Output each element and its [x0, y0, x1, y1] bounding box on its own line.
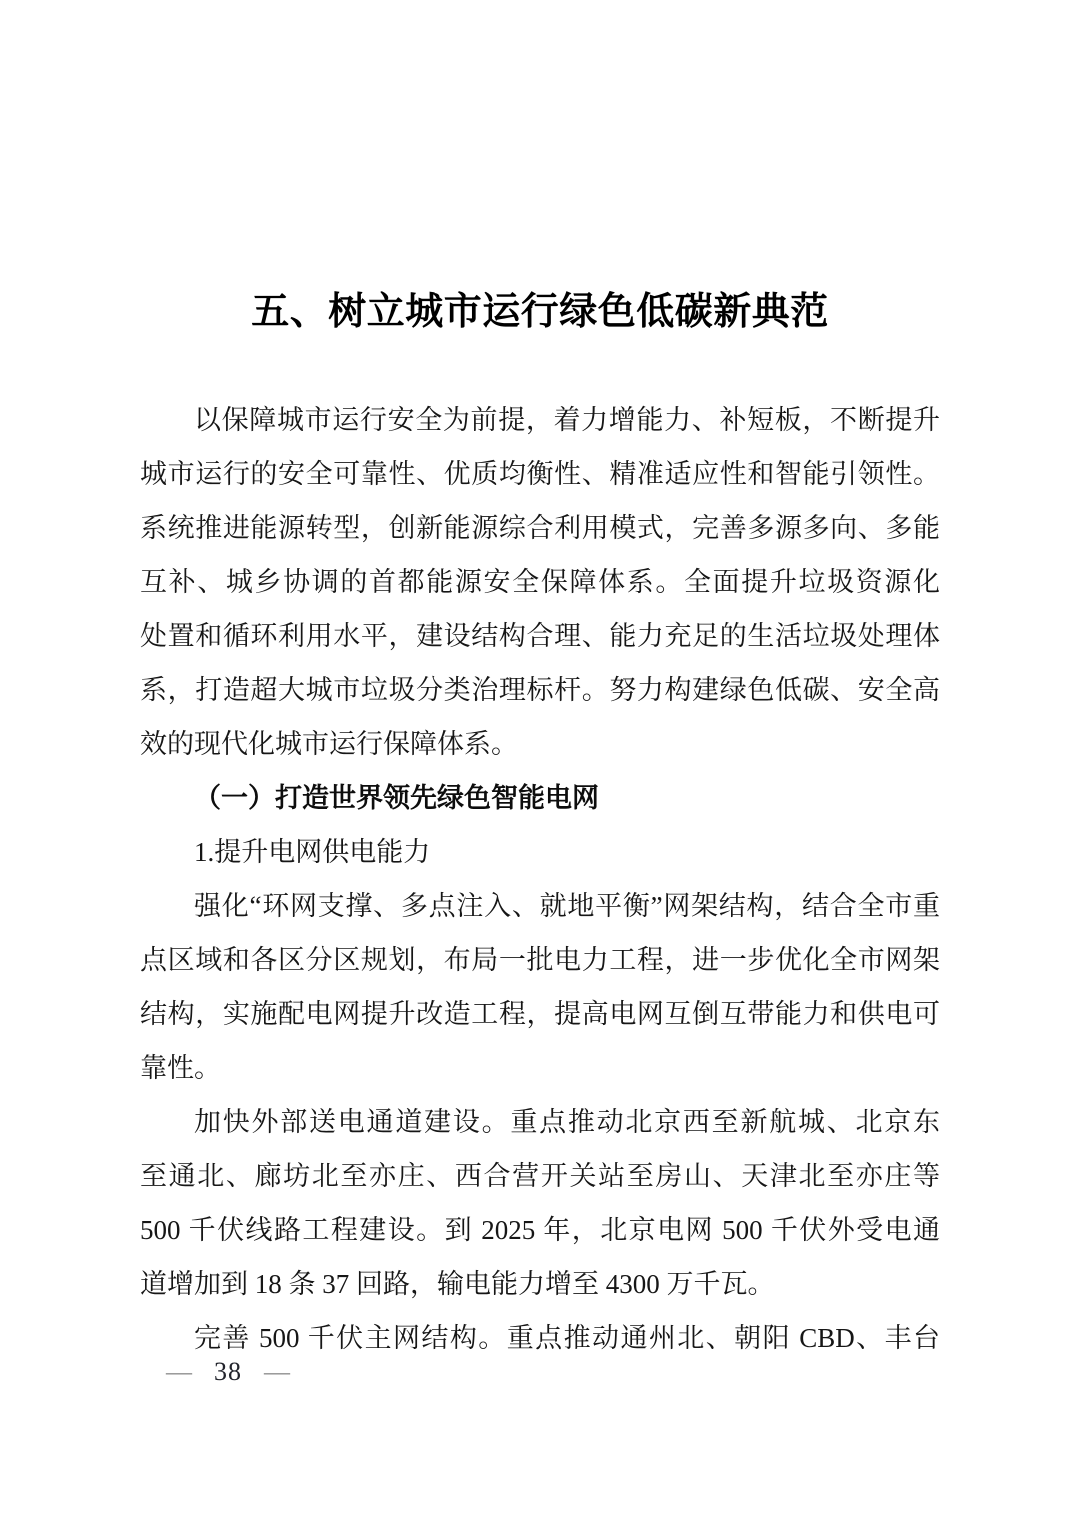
footer-dash-right: —	[264, 1357, 290, 1386]
section-heading-line: （一）打造世界领先绿色智能电网	[194, 783, 599, 813]
document-body	[140, 393, 940, 1365]
footer-dash-left: —	[166, 1357, 192, 1386]
footer-page-number: 38	[214, 1357, 242, 1386]
text-line: 以保障城市运行安全为前提，着力增能力、补短板，不断提升	[194, 405, 940, 435]
text-line: 加快外部送电通道建设。重点推动北京西至新航城、北京东	[194, 1107, 940, 1137]
text-line: 点区域和各区分区规划，布局一批电力工程，进一步优化全市网架	[140, 945, 940, 975]
page-title: 五、树立城市运行绿色低碳新典范	[251, 291, 829, 333]
text-line: 1.提升电网供电能力	[194, 837, 431, 867]
text-line: 结构，实施配电网提升改造工程，提高电网互倒互带能力和供电可	[140, 999, 940, 1029]
text-line: 道增加到 18 条 37 回路，输电能力增至 4300 万千瓦。	[140, 1269, 775, 1299]
text-line: 系，打造超大城市垃圾分类治理标杆。努力构建绿色低碳、安全高	[140, 675, 940, 705]
text-line: 城市运行的安全可靠性、优质均衡性、精准适应性和智能引领性。	[140, 459, 940, 489]
text-line: 效的现代化城市运行保障体系。	[140, 729, 518, 759]
text-line: 至通北、廊坊北至亦庄、西合营开关站至房山、天津北至亦庄等	[140, 1161, 940, 1191]
text-line: 500 千伏线路工程建设。到 2025 年，北京电网 500 千伏外受电通	[140, 1215, 940, 1245]
page-footer	[166, 1345, 290, 1399]
text-line: 处置和循环利用水平，建设结构合理、能力充足的生活垃圾处理体	[140, 621, 940, 651]
text-line: 强化“环网支撑、多点注入、就地平衡”网架结构，结合全市重	[194, 891, 940, 921]
text-line: 系统推进能源转型，创新能源综合利用模式，完善多源多向、多能	[140, 513, 940, 543]
text-line: 靠性。	[140, 1053, 221, 1083]
text-line: 完善 500 千伏主网结构。重点推动通州北、朝阳 CBD、丰台	[194, 1323, 940, 1353]
text-line: 互补、城乡协调的首都能源安全保障体系。全面提升垃圾资源化	[140, 567, 940, 597]
